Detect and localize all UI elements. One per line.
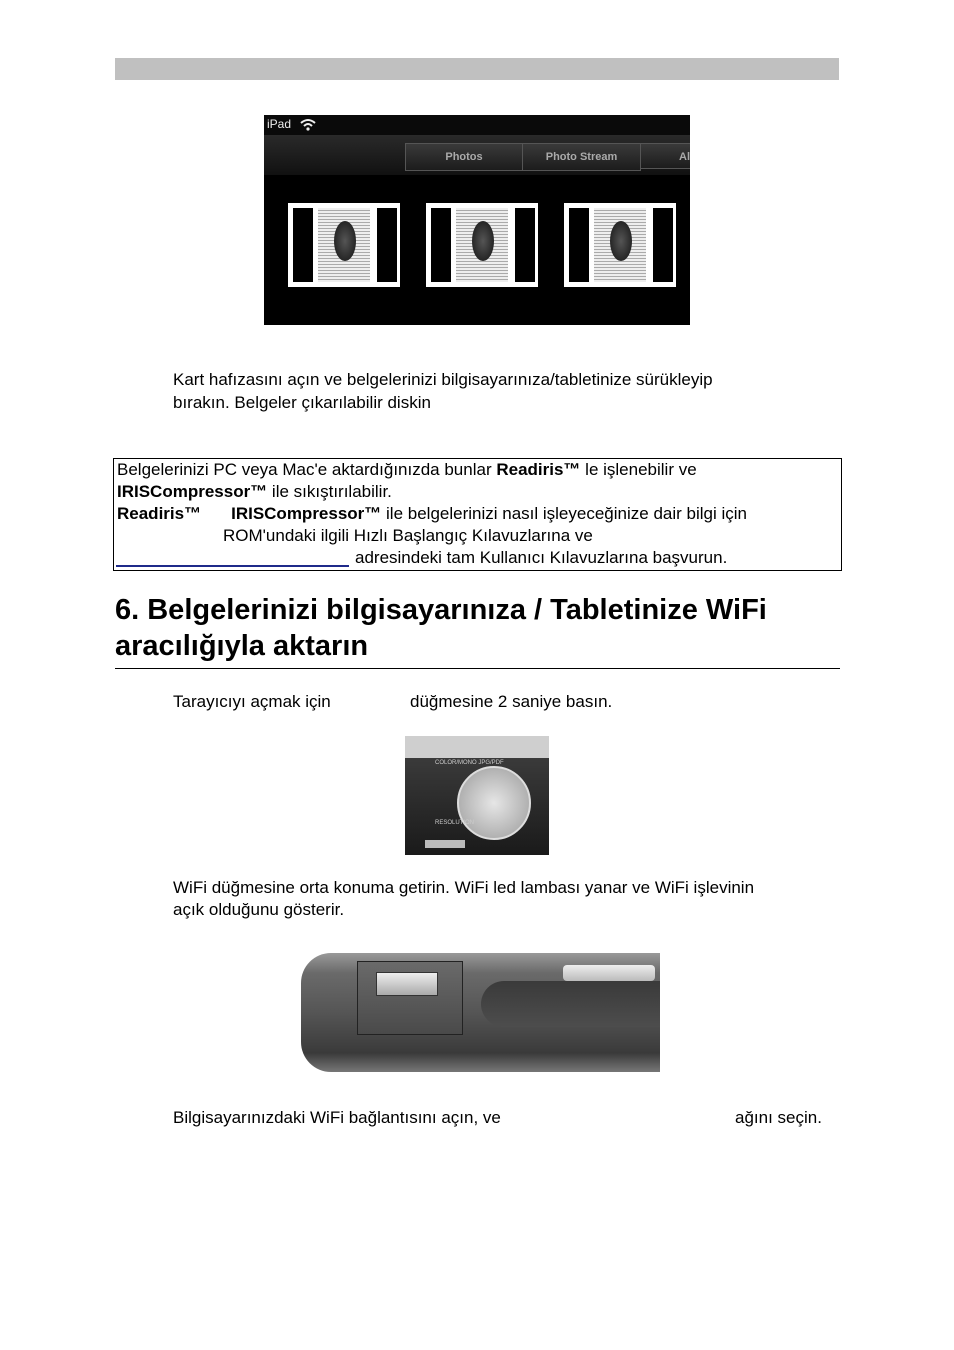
power-button-photo <box>405 736 549 855</box>
header-bar <box>115 58 839 80</box>
step1-text-b: düğmesine 2 saniye basın. <box>410 692 613 711</box>
scanner-button <box>563 965 655 981</box>
photo-thumbnail[interactable] <box>564 203 676 287</box>
wifi-panel <box>357 961 463 1035</box>
button-label-top: COLOR/MONO JPG/PDF <box>435 760 504 766</box>
transfer-paragraph-line2: bırakın. Belgeler çıkarılabilir diskin <box>173 393 431 412</box>
photo-thumbnail[interactable] <box>426 203 538 287</box>
heading-divider <box>115 668 840 669</box>
tab-photos[interactable]: Photos <box>405 143 523 171</box>
note-line-3: Readiris™ IRISCompressor™ ile belgelerinizi nasıl işleyeceğinize dair bilgi için <box>117 504 747 523</box>
button-label-bottom: RESOLUTION <box>435 820 475 826</box>
note-line-2: IRISCompressor™ ile sıkıştırılabilir. <box>117 482 392 501</box>
note-line-5: adresindeki tam Kullanıcı Kılavuzlarına başvurun. <box>355 548 728 567</box>
scanner-slot <box>481 981 660 1027</box>
step2-line2: açık olduğunu gösterir. <box>173 900 345 919</box>
ipad-label: iPad <box>267 117 292 131</box>
heading-line-1: 6. Belgelerinizi bilgisayarınıza / Tabletinize WiFi <box>115 594 767 626</box>
note-line-4: ROM'undaki ilgili Hızlı Başlangıç Kılavuzlarına ve <box>223 526 593 545</box>
heading-line-2: aracılığıyla aktarın <box>115 630 369 662</box>
wifi-switch <box>376 972 438 996</box>
photo-thumbnail[interactable] <box>288 203 400 287</box>
step3-text-b: ağını seçin. <box>735 1108 822 1127</box>
tab-photo-stream[interactable]: Photo Stream <box>522 143 641 171</box>
tab-albums[interactable]: Al <box>640 143 690 169</box>
ipad-screenshot <box>264 115 690 325</box>
ipad-status-bar <box>264 115 690 135</box>
note-line-1: Belgelerinizi PC veya Mac'e aktardığınızda bunlar Readiris™ le işlenebilir ve <box>117 460 697 479</box>
power-button-icon <box>457 766 531 840</box>
step3-text-a: Bilgisayarınızdaki WiFi bağlantısını açın, ve <box>173 1108 501 1127</box>
link-underline[interactable] <box>116 565 349 567</box>
step2-line1: WiFi düğmesine orta konuma getirin. WiFi led lambası yanar ve WiFi işlevinin <box>173 878 755 897</box>
wifi-switch-photo <box>301 953 660 1072</box>
wifi-icon <box>300 118 316 131</box>
section-heading <box>115 592 843 664</box>
note-box <box>113 458 842 571</box>
step1-text-a: Tarayıcıyı açmak için <box>173 692 331 711</box>
transfer-paragraph-line1: Kart hafızasını açın ve belgelerinizi bilgisayarınıza/tabletinize sürükleyip <box>173 370 713 389</box>
ipad-toolbar <box>264 135 690 175</box>
slider-tab <box>425 840 465 848</box>
